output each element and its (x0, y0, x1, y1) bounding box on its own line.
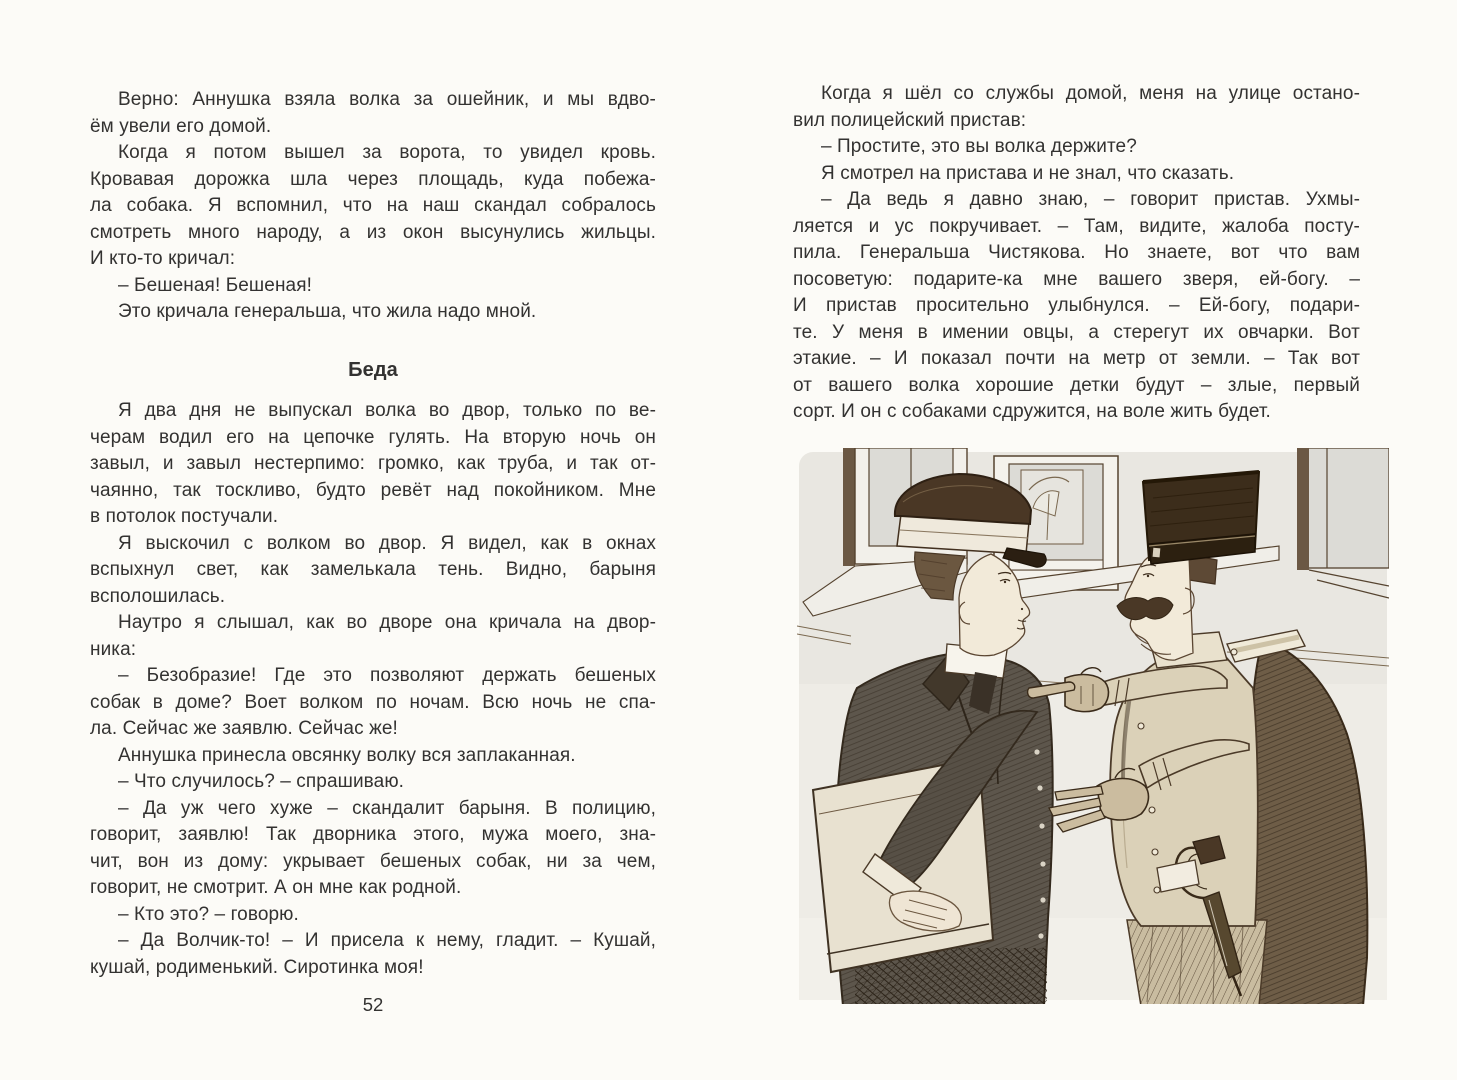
paragraph (90, 398, 656, 531)
paragraph (793, 161, 1360, 188)
text-line: ла. Сейчас же заявлю. Сейчас же! (90, 718, 398, 739)
page-number: 52 (362, 994, 384, 1015)
paragraph (90, 299, 656, 326)
text-line: всполошилась. (90, 585, 226, 607)
paragraph (90, 769, 656, 796)
paragraph (793, 134, 1360, 161)
text-line: от вашего волка хорошие детки будут – злые, первый (793, 374, 1360, 396)
text-line: завыл, и завыл нестерпимо: громко, как труба, и так от- (90, 453, 656, 474)
text-line: Когда я потом вышел за ворота, то увидел кровь. (118, 142, 656, 163)
text-line: – Что случилось? – спрашиваю. (118, 771, 405, 792)
text-line: собак в доме? Воет волком по ночам. Всю ночь не спа- (90, 691, 656, 713)
illustration-drawing (797, 448, 1389, 1018)
text-line: этакие. – И показал почти на метр от земли. – Так вот (793, 348, 1360, 369)
text-line: смотреть много народу, а из окон высунулись жильцы. (90, 221, 656, 243)
text-line: Верно: Аннушка взяла волка за ошейник, и мы вдво- (118, 89, 656, 110)
text-line: в потолок постучали. (90, 506, 279, 527)
paragraph (90, 140, 656, 273)
text-line: Это кричала генеральша, что жила надо мной. (118, 301, 537, 322)
text-line: ём увели его домой. (90, 115, 272, 137)
page-right (728, 0, 1457, 1080)
text-line: – Кто это? – говорю. (118, 903, 299, 925)
paragraph (90, 902, 656, 929)
text-line: Я два дня не выпускал волка во двор, только по ве- (118, 400, 656, 421)
text-line: – Да уж чего хуже – скандалит барыня. В полицию, (118, 797, 656, 819)
text-line: черам водил его на цепочке гулять. На вторую ночь он (90, 426, 656, 448)
paragraph (90, 928, 656, 981)
text-line: говорит, не смотрит. А он мне как родной. (90, 877, 462, 898)
paragraph (793, 81, 1360, 134)
text-line: – Простите, это вы волка держите? (821, 136, 1137, 157)
page-left (0, 0, 728, 1080)
text-line: – Бешеная! Бешеная! (118, 274, 312, 296)
illustration-clerk-and-policeman (797, 448, 1389, 1018)
text-line: говорит, заявлю! Так дворника этого, мужа моего, зна- (90, 824, 656, 845)
text-line: кушай, родименький. Сиротинка моя! (90, 956, 424, 978)
text-line: И кто-то кричал: (90, 248, 236, 269)
text-line: Наутро я слышал, как во дворе она кричала на двор- (118, 612, 656, 633)
page-right-text (793, 81, 1360, 426)
text-line: ляется и ус покручивает. – Там, видите, жалоба посту- (793, 215, 1360, 237)
chapter-heading: Беда (348, 358, 398, 381)
text-line: те. У меня в имении овцы, а стерегут их овчарки. Вот (793, 321, 1360, 343)
text-line: – Да ведь я давно знаю, – говорит пристав. Ухмы- (821, 189, 1360, 210)
text-line: вил полицейский пристав: (793, 109, 1027, 131)
text-line: ла собака. Я вспомнил, что на наш скандал собралось (90, 195, 656, 216)
text-line: ника: (90, 638, 137, 660)
paragraph (90, 610, 656, 663)
paragraph (90, 273, 656, 300)
text-line: – Безобразие! Где это позволяют держать бешеных (118, 665, 656, 686)
chapter-heading-block (90, 357, 656, 384)
paragraph (90, 531, 656, 611)
text-line: вспыхнул свет, как замелькала тень. Видно, барыня (90, 559, 656, 580)
text-line: пила. Генеральша Чистякова. Но знаете, вот что вам (793, 242, 1360, 263)
text-line: посоветую: подарите-ка мне вашего зверя, ей-богу. – (793, 268, 1360, 290)
text-line: Когда я шёл со службы домой, меня на улице остано- (821, 83, 1360, 104)
paragraph (793, 187, 1360, 426)
paragraph (90, 87, 656, 140)
paragraph (90, 663, 656, 743)
text-line: Я смотрел на пристава и не знал, что сказать. (821, 162, 1235, 184)
text-line: Аннушка принесла овсянку волку вся заплаканная. (118, 744, 576, 766)
text-line: чаянно, так тоскливо, будто ревёт над покойником. Мне (90, 479, 656, 501)
paragraph (90, 796, 656, 902)
text-line: сорт. И он с собаками сдружится, на воле жить будет. (793, 401, 1271, 422)
text-line: И пристав просительно улыбнулся. – Ей-богу, подари- (793, 295, 1360, 316)
text-line: – Да Волчик-то! – И присела к нему, гладит. – Кушай, (118, 930, 656, 951)
text-line: Я выскочил с волком во двор. Я видел, как в окнах (118, 532, 656, 554)
text-line: Кровавая дорожка шла через площадь, куда побежа- (90, 168, 656, 190)
page-left-text (90, 87, 656, 981)
text-line: чит, вон из дому: укрывает бешеных собак, ни за чем, (90, 850, 656, 872)
paragraph (90, 743, 656, 770)
